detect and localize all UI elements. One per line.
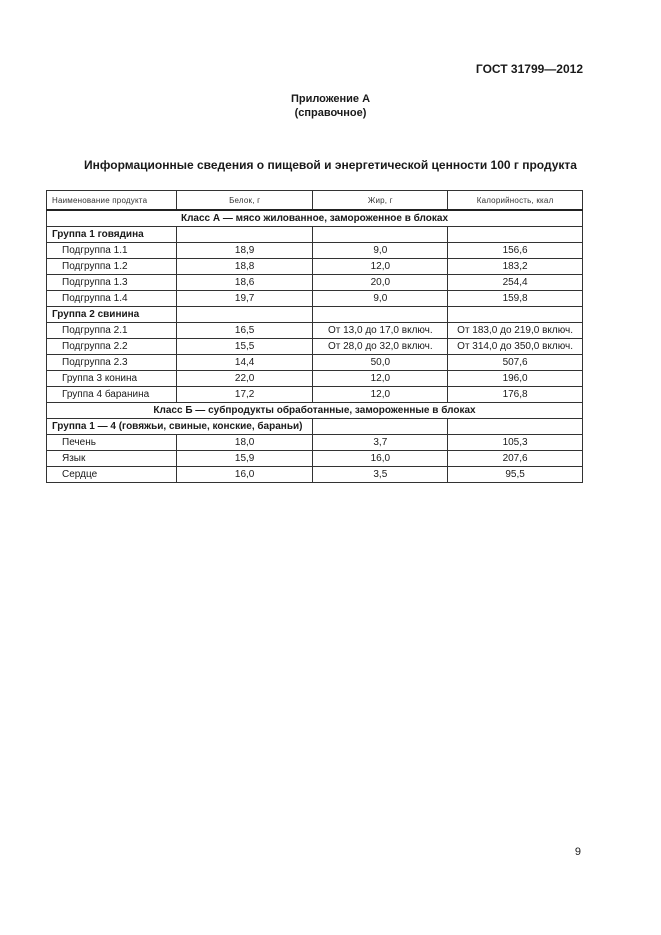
table-row	[47, 339, 583, 355]
fat-value: От 28,0 до 32,0 включ.	[313, 339, 448, 355]
group-header-row	[47, 419, 583, 435]
annex-subtitle: (справочное)	[294, 107, 367, 119]
calories-value: 105,3	[448, 435, 583, 451]
protein-value: 22,0	[176, 371, 313, 387]
table-row	[47, 387, 583, 403]
class-b-row	[47, 403, 583, 419]
protein-value: 18,8	[176, 259, 313, 275]
calories-value: 196,0	[448, 371, 583, 387]
protein-value: 15,9	[176, 451, 313, 467]
calories-value: 176,8	[448, 387, 583, 403]
page-number: 9	[574, 846, 581, 858]
document-code: ГОСТ 31799—2012	[475, 62, 583, 76]
fat-value: 20,0	[313, 275, 448, 291]
product-name: Подгруппа 2.2	[47, 339, 177, 355]
annex-heading	[0, 92, 661, 120]
fat-value: 50,0	[313, 355, 448, 371]
nutrition-table	[46, 190, 583, 483]
group-header-row	[47, 227, 583, 243]
protein-value: 16,0	[176, 467, 313, 483]
protein-value: 18,9	[176, 243, 313, 259]
fat-value: 16,0	[313, 451, 448, 467]
group-b-label: Группа 1 — 4 (говяжьи, свиные, конские, бараньи)	[47, 419, 313, 435]
calories-value: 254,4	[448, 275, 583, 291]
table-row	[47, 435, 583, 451]
table-row	[47, 355, 583, 371]
table-header-row	[47, 191, 583, 211]
class-a-label: Класс А — мясо жилованное, замороженное в блоках	[47, 210, 583, 227]
product-name: Подгруппа 1.4	[47, 291, 177, 307]
column-header-calories: Калорийность, ккал	[448, 191, 583, 211]
fat-value: От 13,0 до 17,0 включ.	[313, 323, 448, 339]
product-name: Сердце	[47, 467, 177, 483]
calories-value: 183,2	[448, 259, 583, 275]
table-row	[47, 243, 583, 259]
protein-value: 18,0	[176, 435, 313, 451]
column-header-product: Наименование продукта	[47, 191, 177, 211]
product-name: Язык	[47, 451, 177, 467]
calories-value: 507,6	[448, 355, 583, 371]
table-row	[47, 275, 583, 291]
protein-value: 14,4	[176, 355, 313, 371]
product-name: Группа 3 конина	[47, 371, 177, 387]
table-row	[47, 451, 583, 467]
protein-value: 16,5	[176, 323, 313, 339]
group-header-row	[47, 307, 583, 323]
fat-value: 9,0	[313, 291, 448, 307]
table-row	[47, 259, 583, 275]
table-title: Информационные сведения о пищевой и энергетической ценности 100 г продукта	[84, 158, 577, 172]
fat-value: 3,7	[313, 435, 448, 451]
product-name: Группа 4 баранина	[47, 387, 177, 403]
product-name: Подгруппа 1.1	[47, 243, 177, 259]
class-b-label: Класс Б — субпродукты обработанные, замороженные в блоках	[47, 403, 583, 419]
product-name: Подгруппа 2.1	[47, 323, 177, 339]
product-name: Подгруппа 1.3	[47, 275, 177, 291]
calories-value: От 183,0 до 219,0 включ.	[448, 323, 583, 339]
protein-value: 15,5	[176, 339, 313, 355]
class-a-row	[47, 210, 583, 227]
calories-value: 156,6	[448, 243, 583, 259]
protein-value: 17,2	[176, 387, 313, 403]
table-row	[47, 323, 583, 339]
fat-value: 9,0	[313, 243, 448, 259]
column-header-protein: Белок, г	[176, 191, 313, 211]
calories-value: 95,5	[448, 467, 583, 483]
calories-value: 159,8	[448, 291, 583, 307]
annex-title: Приложение А	[290, 93, 371, 105]
table-row	[47, 371, 583, 387]
fat-value: 12,0	[313, 259, 448, 275]
group-1-label: Группа 1 говядина	[47, 227, 177, 243]
protein-value: 19,7	[176, 291, 313, 307]
calories-value: 207,6	[448, 451, 583, 467]
product-name: Печень	[47, 435, 177, 451]
product-name: Подгруппа 2.3	[47, 355, 177, 371]
fat-value: 3,5	[313, 467, 448, 483]
fat-value: 12,0	[313, 387, 448, 403]
table-row	[47, 467, 583, 483]
group-2-label: Группа 2 свинина	[47, 307, 177, 323]
fat-value: 12,0	[313, 371, 448, 387]
product-name: Подгруппа 1.2	[47, 259, 177, 275]
table-row	[47, 291, 583, 307]
protein-value: 18,6	[176, 275, 313, 291]
column-header-fat: Жир, г	[313, 191, 448, 211]
calories-value: От 314,0 до 350,0 включ.	[448, 339, 583, 355]
